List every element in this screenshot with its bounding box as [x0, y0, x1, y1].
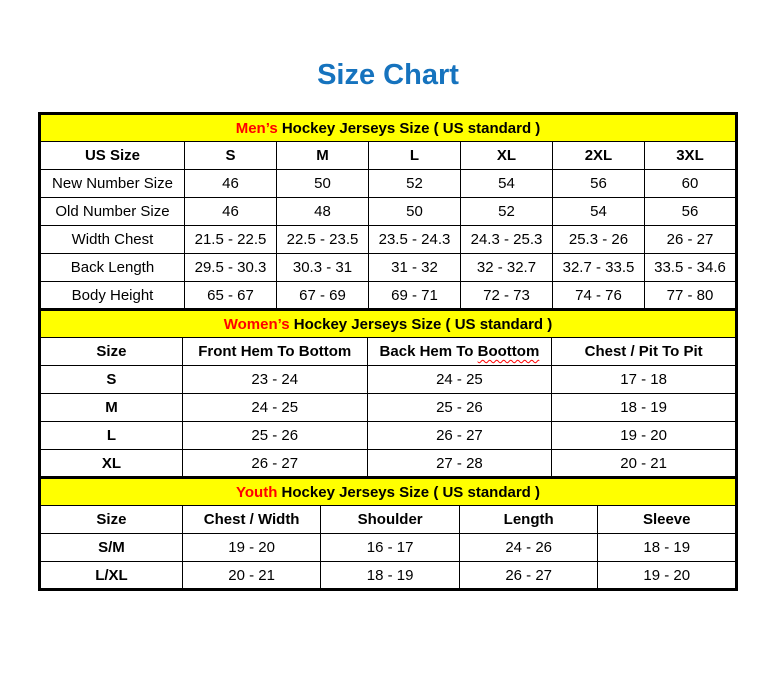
column-header: M	[276, 142, 368, 170]
table-cell: 74 - 76	[552, 282, 644, 310]
table-cell: 69 - 71	[368, 282, 460, 310]
table-cell: 32.7 - 33.5	[552, 254, 644, 282]
table-cell: 26 - 27	[367, 422, 552, 450]
table-cell: 72 - 73	[460, 282, 552, 310]
mens-column-header-row	[40, 142, 737, 170]
table-row	[40, 226, 737, 254]
row-label: Back Length	[40, 254, 185, 282]
table-cell: 54	[460, 170, 552, 198]
womens-banner-text: Hockey Jerseys Size ( US standard )	[289, 315, 553, 333]
table-cell: 60	[644, 170, 736, 198]
table-cell: 67 - 69	[276, 282, 368, 310]
table-cell: 25 - 26	[367, 394, 552, 422]
table-cell: 20 - 21	[182, 562, 321, 590]
table-cell: 52	[368, 170, 460, 198]
table-cell: 19 - 20	[552, 422, 737, 450]
youth-size-table	[38, 476, 738, 591]
row-label: M	[40, 394, 183, 422]
table-cell: 52	[460, 198, 552, 226]
mens-banner-row	[40, 114, 737, 142]
row-label: Body Height	[40, 282, 185, 310]
row-label: XL	[40, 450, 183, 478]
table-cell: 48	[276, 198, 368, 226]
column-header: 3XL	[644, 142, 736, 170]
table-row	[40, 254, 737, 282]
column-header: Front Hem To Bottom	[182, 338, 367, 366]
table-cell: 22.5 - 23.5	[276, 226, 368, 254]
table-cell: 77 - 80	[644, 282, 736, 310]
table-row	[40, 282, 737, 310]
page-title: Size Chart	[317, 59, 459, 91]
table-cell: 29.5 - 30.3	[184, 254, 276, 282]
womens-banner-highlight: Women’s	[223, 315, 290, 333]
column-header: Chest / Pit To Pit	[552, 338, 737, 366]
mens-size-table	[38, 112, 738, 311]
table-cell: 19 - 20	[182, 534, 321, 562]
table-cell: 25.3 - 26	[552, 226, 644, 254]
table-cell: 65 - 67	[184, 282, 276, 310]
youth-banner-row	[40, 478, 737, 506]
youth-banner-highlight: Youth	[236, 483, 278, 501]
table-cell: 16 - 17	[321, 534, 460, 562]
table-cell: 30.3 - 31	[276, 254, 368, 282]
column-header: XL	[460, 142, 552, 170]
row-label: Old Number Size	[40, 198, 185, 226]
table-cell: 24 - 25	[367, 366, 552, 394]
table-cell: 46	[184, 170, 276, 198]
table-cell: 24 - 25	[182, 394, 367, 422]
table-cell: 24.3 - 25.3	[460, 226, 552, 254]
womens-size-table	[38, 308, 738, 479]
table-cell: 21.5 - 22.5	[184, 226, 276, 254]
table-cell: 23.5 - 24.3	[368, 226, 460, 254]
table-row	[40, 534, 737, 562]
column-header: US Size	[40, 142, 185, 170]
table-cell: 46	[184, 198, 276, 226]
womens-table-banner	[40, 310, 737, 338]
table-cell: 33.5 - 34.6	[644, 254, 736, 282]
table-cell: 56	[644, 198, 736, 226]
womens-column-header-row	[40, 338, 737, 366]
column-header: L	[368, 142, 460, 170]
table-row	[40, 450, 737, 478]
row-label: L/XL	[40, 562, 183, 590]
table-cell: 25 - 26	[182, 422, 367, 450]
row-label: Width Chest	[40, 226, 185, 254]
table-cell: 26 - 27	[459, 562, 598, 590]
mens-banner-text: Hockey Jerseys Size ( US standard )	[277, 119, 541, 137]
row-label: L	[40, 422, 183, 450]
column-header: Length	[459, 506, 598, 534]
mens-banner-highlight: Men’s	[235, 119, 278, 137]
table-row	[40, 366, 737, 394]
column-header: Sleeve	[598, 506, 737, 534]
table-row	[40, 170, 737, 198]
table-cell: 31 - 32	[368, 254, 460, 282]
column-header: Size	[40, 338, 183, 366]
row-label: S	[40, 366, 183, 394]
table-cell: 54	[552, 198, 644, 226]
table-row	[40, 394, 737, 422]
table-cell: 26 - 27	[182, 450, 367, 478]
column-header-misspelled	[367, 338, 552, 366]
column-header: Chest / Width	[182, 506, 321, 534]
table-cell: 23 - 24	[182, 366, 367, 394]
table-cell: 18 - 19	[321, 562, 460, 590]
table-cell: 18 - 19	[552, 394, 737, 422]
column-header-text: Back Hem To	[379, 343, 478, 360]
youth-table-banner	[40, 478, 737, 506]
table-row	[40, 562, 737, 590]
row-label: S/M	[40, 534, 183, 562]
column-header: Size	[40, 506, 183, 534]
table-cell: 50	[368, 198, 460, 226]
table-cell: 56	[552, 170, 644, 198]
table-cell: 24 - 26	[459, 534, 598, 562]
youth-column-header-row	[40, 506, 737, 534]
table-cell: 19 - 20	[598, 562, 737, 590]
table-row	[40, 422, 737, 450]
womens-banner-row	[40, 310, 737, 338]
table-cell: 27 - 28	[367, 450, 552, 478]
column-header: Shoulder	[321, 506, 460, 534]
size-tables	[38, 112, 738, 591]
youth-banner-text: Hockey Jerseys Size ( US standard )	[277, 483, 540, 501]
table-row	[40, 198, 737, 226]
table-cell: 32 - 32.7	[460, 254, 552, 282]
column-header: 2XL	[552, 142, 644, 170]
column-header: S	[184, 142, 276, 170]
table-cell: 50	[276, 170, 368, 198]
row-label: New Number Size	[40, 170, 185, 198]
table-cell: 20 - 21	[552, 450, 737, 478]
table-cell: 18 - 19	[598, 534, 737, 562]
table-cell: 17 - 18	[552, 366, 737, 394]
mens-table-banner	[40, 114, 737, 142]
table-cell: 26 - 27	[644, 226, 736, 254]
spellcheck-underlined-word: Boottom	[477, 343, 540, 360]
